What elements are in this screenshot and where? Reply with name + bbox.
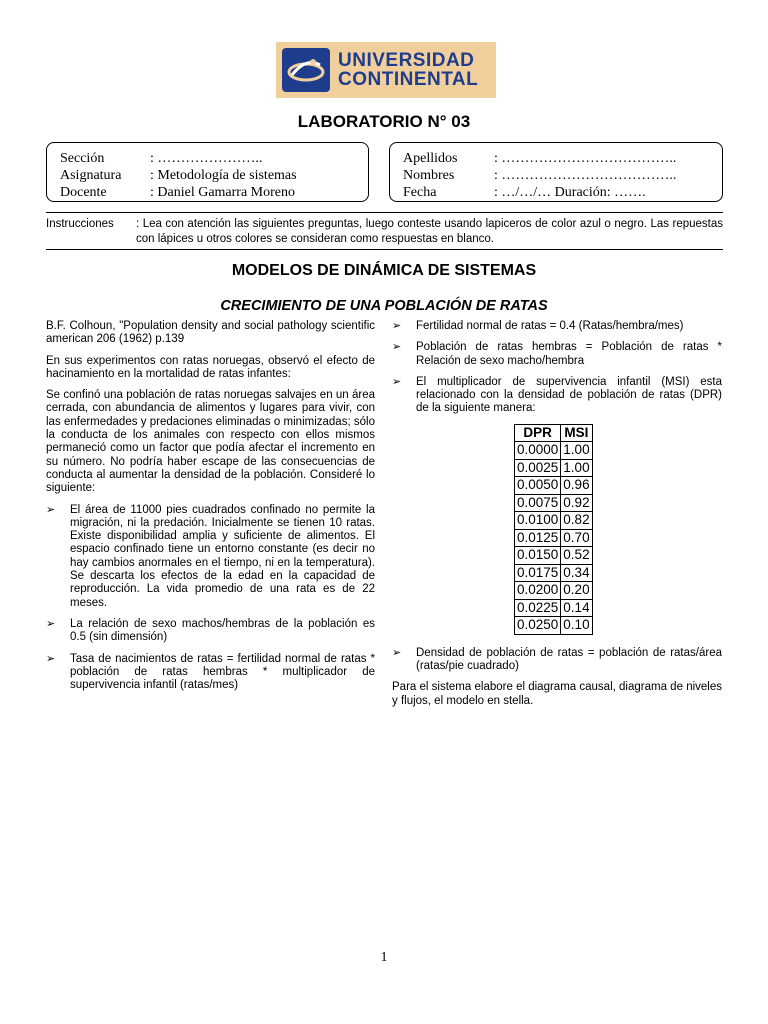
- list-item-text: El multiplicador de supervivencia infantil (MSI) esta relacionado con la densidad de población de ratas (DPR) de la siguiente manera:: [416, 375, 722, 415]
- info-row-fecha: [403, 184, 676, 201]
- bullet-arrow-icon: ➢: [46, 617, 56, 630]
- info-value[interactable]: : …………………..: [150, 151, 263, 166]
- table-row: [515, 564, 593, 582]
- bullet-arrow-icon: ➢: [392, 375, 402, 388]
- msi-cell: 0.96: [561, 477, 592, 495]
- info-row-nombres: [403, 167, 676, 184]
- info-label: Apellidos: [403, 151, 458, 166]
- intro-paragraph: En sus experimentos con ratas noruegas, observó el efecto de hacinamiento en la mortalidad de ratas infantes:: [46, 354, 375, 380]
- instructions-text: : Lea con atención las siguientes preguntas, luego conteste usando lapiceros de color azul o negro. Las repuestas con lápices u otros colores se consideran como respuestas en blanco.: [136, 218, 723, 245]
- info-value[interactable]: : ………………………………..: [494, 151, 677, 166]
- dpr-cell: 0.0150: [515, 547, 561, 565]
- list-item: [392, 320, 722, 333]
- dpr-msi-table: [514, 424, 593, 635]
- context-paragraph: Se confinó una población de ratas noruegas salvajes en un área cerrada, con abundancia de alimentos y lugares para vivir, con las enfermedades y predaciones eliminadas o minimizadas; sólo la conducta de los animales con respecto con ellos mismos permaneció como un factor que podía afectar el incremento en su número. No podría haber escape de las consecuencias de conducta al aumentar la densidad de la población. Consideré lo siguiente:: [46, 389, 375, 495]
- msi-cell: 0.20: [561, 582, 592, 600]
- info-row-asignatura: [60, 167, 297, 184]
- table-row: [515, 582, 593, 600]
- dpr-cell: 0.0075: [515, 494, 561, 512]
- logo-line-1: UNIVERSIDAD: [338, 50, 475, 71]
- closing-paragraph: Para el sistema elabore el diagrama causal, diagrama de niveles y flujos, el modelo en stella.: [392, 681, 722, 707]
- table-row: [515, 529, 593, 547]
- info-label: Docente: [60, 185, 107, 200]
- table-row: [515, 599, 593, 617]
- list-item-text: Densidad de población de ratas = población de ratas/área (ratas/pie cuadrado): [416, 646, 722, 673]
- bullet-arrow-icon: ➢: [46, 503, 56, 516]
- table-row: [515, 494, 593, 512]
- bullet-arrow-icon: ➢: [392, 320, 402, 332]
- section-title: MODELOS DE DINÁMICA DE SISTEMAS: [231, 262, 537, 279]
- info-label: Fecha: [403, 185, 437, 200]
- info-label: Asignatura: [60, 168, 122, 183]
- dpr-cell: 0.0100: [515, 512, 561, 530]
- list-item: [392, 647, 722, 674]
- bullet-arrow-icon: ➢: [392, 646, 402, 659]
- msi-cell: 1.00: [561, 459, 592, 477]
- column-header-msi: MSI: [561, 424, 592, 442]
- section-subtitle: CRECIMIENTO DE UNA POBLACIÓN DE RATAS: [220, 298, 548, 314]
- table-row: [515, 442, 593, 460]
- bullet-arrow-icon: ➢: [46, 652, 56, 665]
- list-item-text: Tasa de nacimientos de ratas = fertilidad normal de ratas * población de ratas hembras * multiplicador de supervivencia infantil (ratas/mes): [70, 652, 375, 692]
- msi-cell: 0.10: [561, 617, 592, 635]
- reference-paragraph: B.F. Colhoun, "Population density and social pathology scientific american 206 (1962) p.139: [46, 320, 375, 346]
- dpr-cell: 0.0225: [515, 599, 561, 617]
- table-row: [515, 459, 593, 477]
- dpr-cell: 0.0175: [515, 564, 561, 582]
- university-emblem-icon: [282, 48, 330, 92]
- info-value[interactable]: : …/…/… Duración: …….: [494, 185, 646, 200]
- table-row: [515, 547, 593, 565]
- msi-cell: 0.14: [561, 599, 592, 617]
- info-row-seccion: [60, 150, 297, 167]
- page-number: 1: [380, 950, 388, 965]
- list-item-text: La relación de sexo machos/hembras de la población es 0.5 (sin dimensión): [70, 617, 375, 644]
- msi-cell: 0.92: [561, 494, 592, 512]
- bullet-arrow-icon: ➢: [392, 341, 402, 354]
- student-info-box: [389, 142, 723, 202]
- info-label: Sección: [60, 151, 105, 166]
- list-item-text: El área de 11000 pies cuadrados confinado no permite la migración, ni la predación. Inicialmente se tienen 10 ratas. Existe disponibilidad amplia y suficiente de alimentos. El espacio confinado tiene un entorno constante (es decir no hay cambios anormales en el tiempo, ni en la temperatura). Se descarta los efectos de la edad en la capacidad de reproducción. La vida promedio de una rata es de 22 meses.: [70, 503, 375, 609]
- info-value: : Metodología de sistemas: [150, 168, 297, 183]
- list-item: [46, 504, 375, 610]
- info-row-docente: [60, 184, 297, 201]
- left-column: [46, 320, 375, 700]
- info-value: : Daniel Gamarra Moreno: [150, 185, 295, 200]
- column-header-dpr: DPR: [515, 424, 561, 442]
- list-item: [46, 618, 375, 645]
- table-header-row: [515, 424, 593, 442]
- instructions: [46, 212, 723, 250]
- list-item: [392, 341, 722, 368]
- logo-wordmark: [338, 51, 478, 89]
- instructions-label: Instrucciones: [46, 218, 114, 230]
- table-row: [515, 477, 593, 495]
- dpr-cell: 0.0050: [515, 477, 561, 495]
- msi-cell: 0.52: [561, 547, 592, 565]
- dpr-cell: 0.0025: [515, 459, 561, 477]
- info-value[interactable]: : ………………………………..: [494, 168, 677, 183]
- table-row: [515, 617, 593, 635]
- list-item-text: Población de ratas hembras = Población de ratas * Relación de sexo macho/hembra: [416, 341, 722, 367]
- dpr-cell: 0.0200: [515, 582, 561, 600]
- list-item-text: Fertilidad normal de ratas = 0.4 (Ratas/hembra/mes): [416, 320, 684, 332]
- info-row-apellidos: [403, 150, 676, 167]
- msi-cell: 0.34: [561, 564, 592, 582]
- dpr-cell: 0.0250: [515, 617, 561, 635]
- dpr-cell: 0.0125: [515, 529, 561, 547]
- logo-line-2: CONTINENTAL: [338, 69, 479, 90]
- dpr-cell: 0.0000: [515, 442, 561, 460]
- university-logo: [276, 42, 496, 98]
- table-row: [515, 512, 593, 530]
- list-item: [46, 653, 375, 693]
- msi-cell: 1.00: [561, 442, 592, 460]
- msi-cell: 0.82: [561, 512, 592, 530]
- right-column: [392, 320, 722, 716]
- info-label: Nombres: [403, 168, 455, 183]
- lab-title: LABORATORIO N° 03: [297, 112, 471, 131]
- list-item: [392, 376, 722, 416]
- course-info-box: [46, 142, 369, 202]
- msi-cell: 0.70: [561, 529, 592, 547]
